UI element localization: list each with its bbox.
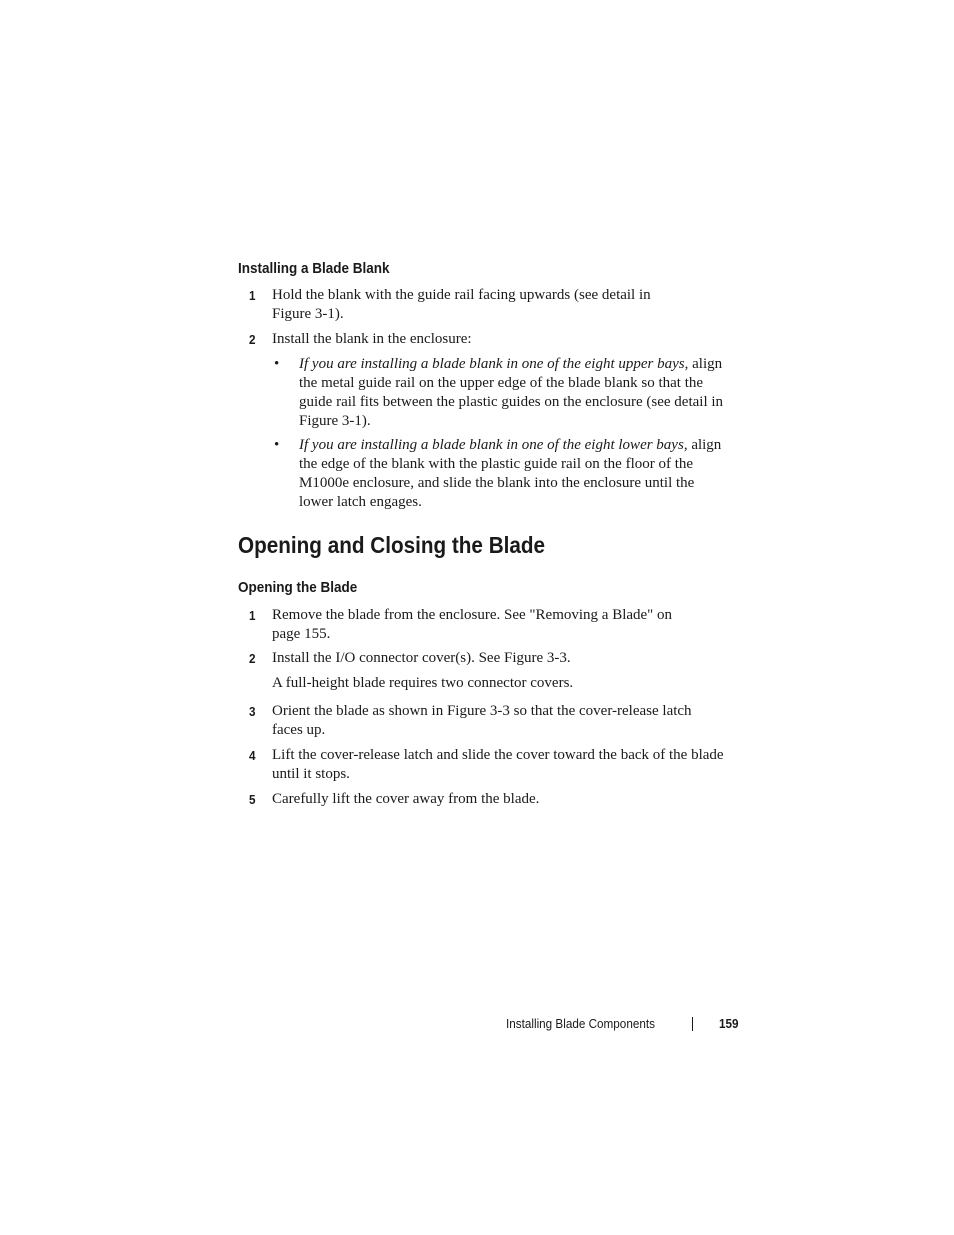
bullet-rest: , align bbox=[683, 437, 722, 453]
step-text bbox=[272, 649, 742, 668]
step-line: Orient the blade as shown in Figure 3-3 so that the cover-release latch bbox=[272, 703, 692, 719]
bullet-line: guide rail fits between the plastic guides on the enclosure (see detail in bbox=[299, 394, 724, 410]
step-number: 1 bbox=[249, 288, 256, 303]
subheading-opening-blade: Opening the Blade bbox=[238, 579, 358, 596]
bullet-text bbox=[299, 436, 741, 512]
step-text bbox=[272, 746, 742, 784]
section-heading-installing-blade-blank: Installing a Blade Blank bbox=[238, 260, 390, 277]
bullet-text bbox=[299, 355, 741, 431]
step-text bbox=[272, 606, 742, 644]
bullet-icon: • bbox=[274, 356, 280, 372]
step-line: Lift the cover-release latch and slide the cover toward the back of the blade bbox=[272, 747, 724, 763]
step-text bbox=[272, 286, 742, 324]
step-number: 2 bbox=[249, 332, 256, 347]
step-line: Carefully lift the cover away from the blade. bbox=[272, 791, 540, 807]
bullet-italic: If you are installing a blade blank in one of the eight upper bays bbox=[299, 356, 685, 372]
bullet-line bbox=[299, 355, 741, 374]
step-text bbox=[272, 330, 742, 349]
bullet-italic: If you are installing a blade blank in one of the eight lower bays bbox=[299, 437, 684, 453]
step-number: 5 bbox=[249, 792, 256, 807]
step-number: 4 bbox=[249, 748, 256, 763]
bullet-icon: • bbox=[274, 437, 280, 453]
footer-divider bbox=[692, 1017, 693, 1031]
step-text bbox=[272, 702, 742, 740]
bullet-line: lower latch engages. bbox=[299, 494, 422, 510]
step-text bbox=[272, 790, 742, 809]
step-number: 3 bbox=[249, 704, 256, 719]
page-number: 159 bbox=[719, 1016, 739, 1031]
footer-chapter-title: Installing Blade Components bbox=[506, 1016, 655, 1031]
step-line: until it stops. bbox=[272, 766, 350, 782]
step-line: Figure 3-1). bbox=[272, 306, 344, 322]
step-line: Install the I/O connector cover(s). See Figure 3-3. bbox=[272, 650, 571, 666]
bullet-line: the metal guide rail on the upper edge of the blade blank so that the bbox=[299, 375, 704, 391]
section-heading-opening-closing-blade: Opening and Closing the Blade bbox=[238, 532, 546, 558]
bullet-rest: , align bbox=[684, 356, 723, 372]
bullet-line: M1000e enclosure, and slide the blank into the enclosure until the bbox=[299, 475, 695, 491]
step-line: faces up. bbox=[272, 722, 326, 738]
bullet-line: the edge of the blank with the plastic guide rail on the floor of the bbox=[299, 456, 694, 472]
step-number: 2 bbox=[249, 651, 256, 666]
step-number: 1 bbox=[249, 608, 256, 623]
bullet-line bbox=[299, 436, 741, 455]
step-line: Remove the blade from the enclosure. See "Removing a Blade" on bbox=[272, 607, 673, 623]
step-line: page 155. bbox=[272, 626, 331, 642]
step-line: Install the blank in the enclosure: bbox=[272, 331, 472, 347]
step-note: A full-height blade requires two connector covers. bbox=[272, 675, 574, 691]
step-line: Hold the blank with the guide rail facing upwards (see detail in bbox=[272, 287, 651, 303]
bullet-line: Figure 3-1). bbox=[299, 413, 371, 429]
